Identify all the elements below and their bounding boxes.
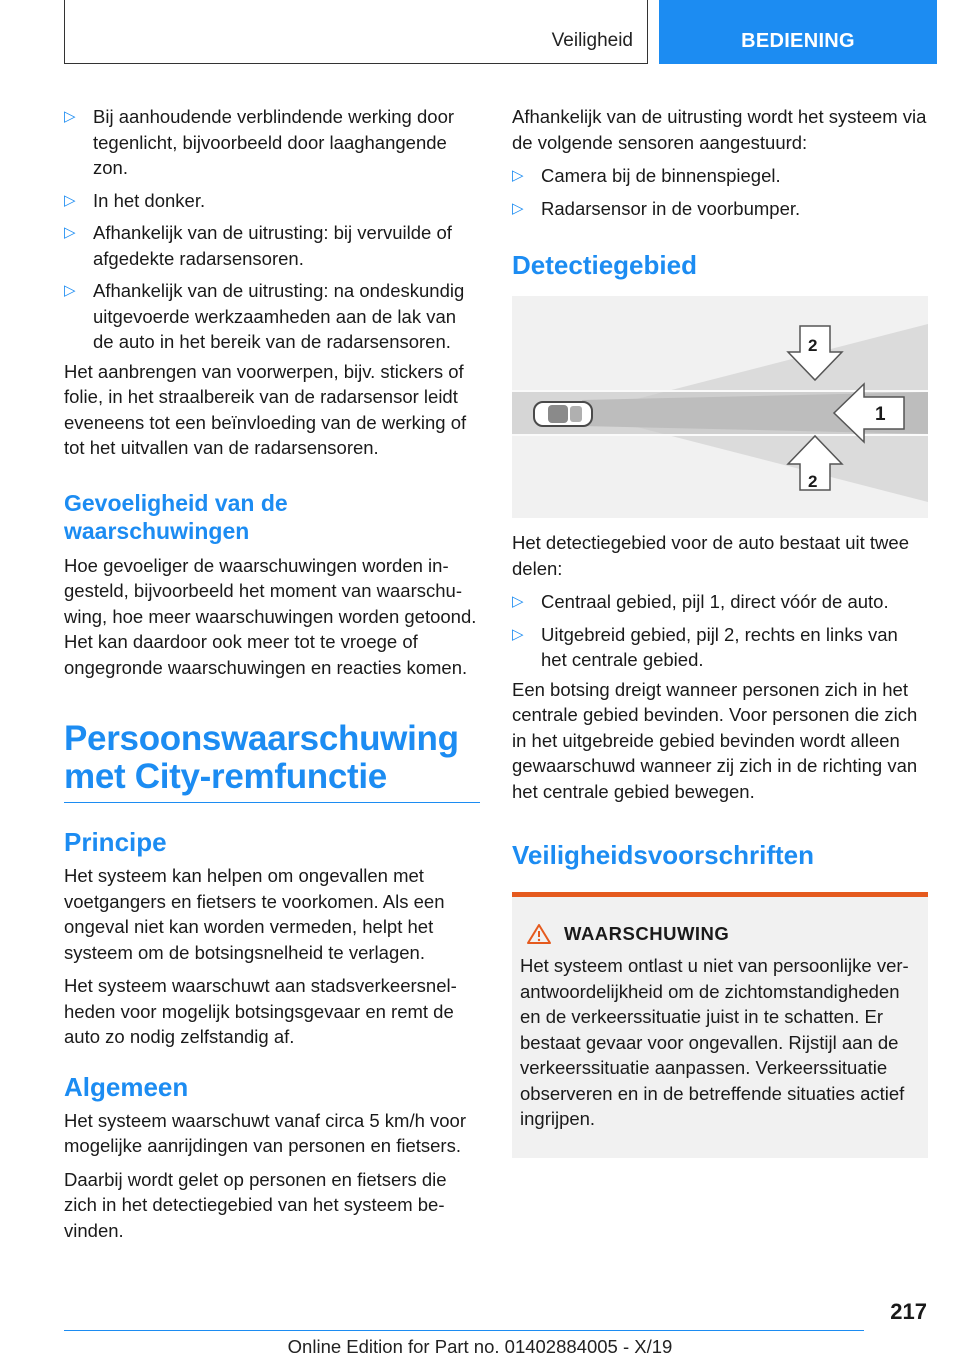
list-item: ▷ In het donker. (64, 188, 480, 214)
heading-safety: Veiligheidsvoorschriften (512, 840, 814, 870)
right-column (512, 104, 928, 1158)
header-frame (64, 0, 648, 64)
area-list (512, 589, 928, 673)
paragraph: Afhankelijk van de uitrusting wordt het systeem via de volgende sensoren aangestuurd: (512, 106, 927, 153)
triangle-bullet-icon: ▷ (64, 108, 76, 125)
list-item: ▷ Afhankelijk van de uitrusting: bij vervuilde of afgedekte radarsensoren. (64, 222, 452, 269)
warning-title: WAARSCHUWING (564, 923, 730, 944)
heading-algemeen: Algemeen (64, 1071, 189, 1102)
list-item: ▷ Radarsensor in de voorbumper. (512, 196, 928, 222)
triangle-bullet-icon: ▷ (512, 593, 524, 610)
footer-rule (64, 1330, 864, 1331)
triangle-bullet-icon: ▷ (512, 199, 524, 217)
triangle-bullet-icon: ▷ (64, 282, 76, 299)
warning-box (512, 892, 928, 1158)
heading-sensitivity: Gevoeligheid van de waarschuwingen (64, 489, 288, 544)
triangle-bullet-icon: ▷ (64, 191, 76, 209)
main-heading-block (64, 720, 480, 803)
arrow-label: 2 (808, 472, 818, 491)
triangle-bullet-icon: ▷ (512, 167, 524, 184)
arrow-label: 1 (875, 404, 886, 425)
detection-diagram (512, 296, 928, 518)
detection-area-figure (512, 296, 928, 518)
heading-detectiegebied: Detectiegebied (512, 250, 697, 280)
car-icon (534, 402, 592, 426)
sensor-list (512, 163, 928, 221)
left-column (64, 104, 480, 1243)
warning-triangle-icon (526, 923, 552, 945)
list-item: ▷ Afhankelijk van de uitrusting: na ondeskundig uitgevoerde werkzaamheden aan de lak van de auto in het bereik van de radarsensoren. (64, 280, 465, 352)
page-number: 217 (890, 1299, 927, 1324)
list-item: ▷ Centraal gebied, pijl 1, direct vóór de auto. (512, 589, 928, 615)
warning-header (520, 923, 920, 945)
paragraph: Het systeem kan helpen om ongevallen met voetgangers en fietsers te voorkomen. Als een ongeval niet kan worden vermeden, helpt het systeem om de botsingsnelheid te verlagen. (64, 865, 445, 963)
paragraph: Het detectiegebied voor de auto bestaat uit twee delen: (512, 532, 909, 579)
list-item: ▷ Bij aanhoudende verblindende werking door tegenlicht, bijvoorbeeld door laaghangende zon. (64, 106, 455, 178)
condition-list (64, 104, 480, 355)
paragraph: Het aanbrengen van voorwerpen, bijv. stickers of folie, in het straalbereik van de radarsensor leidt eveneens tot een beïnvloeding van de werking of tot het uitvallen van de radarsensoren. (64, 360, 467, 458)
triangle-bullet-icon: ▷ (512, 625, 524, 643)
paragraph: Het systeem waarschuwt aan stadsverkeersnelheden voor mogelijk botsingsgevaar en remt de auto zo nodig zelfstandig af. (64, 975, 457, 1047)
warning-text: Het systeem ontlast u niet van persoonlijke verantwoordelijkheid om de zichtomstandigheden en de verkeerssituatie juist in te schatten. Er bestaat gevaar voor ongevallen. Rijstijl aan de verkeerssituatie aanpassen. Verkeerssituatie observeren en in de betreffende situaties actief ingrijpen. (520, 955, 909, 1129)
paragraph: Het systeem waarschuwt vanaf circa 5 km/h voor mogelijke aanrijdingen van personen en fietsers. (64, 1109, 467, 1156)
list-item: ▷ Camera bij de binnenspiegel. (512, 163, 928, 189)
list-item: ▷ Uitgebreid gebied, pijl 2, rechts en links van het centrale gebied. (512, 623, 898, 670)
heading-principe: Principe (64, 827, 167, 857)
arrow-label: 2 (808, 336, 818, 355)
paragraph: Hoe gevoeliger de waarschuwingen worden ingesteld, bijvoorbeeld het moment van waarschuwing, hoe meer waarschuwingen worden getoond. Het kan daardoor ook meer tot te vroege of ongegronde waarschuwingen en reacties komen. (64, 554, 477, 678)
section-title: Veiligheid (551, 30, 633, 51)
triangle-bullet-icon: ▷ (64, 224, 76, 241)
edition-note: Online Edition for Part no. 01402884005 - X/19 (287, 1336, 673, 1357)
chapter-tab[interactable]: BEDIENING (659, 0, 937, 64)
paragraph: Daarbij wordt gelet op personen en fietsers die zich in het detectiegebied van het systeem bevinden. (64, 1168, 447, 1241)
main-heading: Persoonswaarschuwing met City-remfunctie (64, 719, 459, 796)
paragraph: Een botsing dreigt wanneer personen zich in het centrale gebied bevinden. Voor personen die zich in het uitgebreide gebied bevinden wordt alleen gewaarschuwd wanneer zij zich in de richting van het centrale gebied bewegen. (512, 678, 918, 802)
